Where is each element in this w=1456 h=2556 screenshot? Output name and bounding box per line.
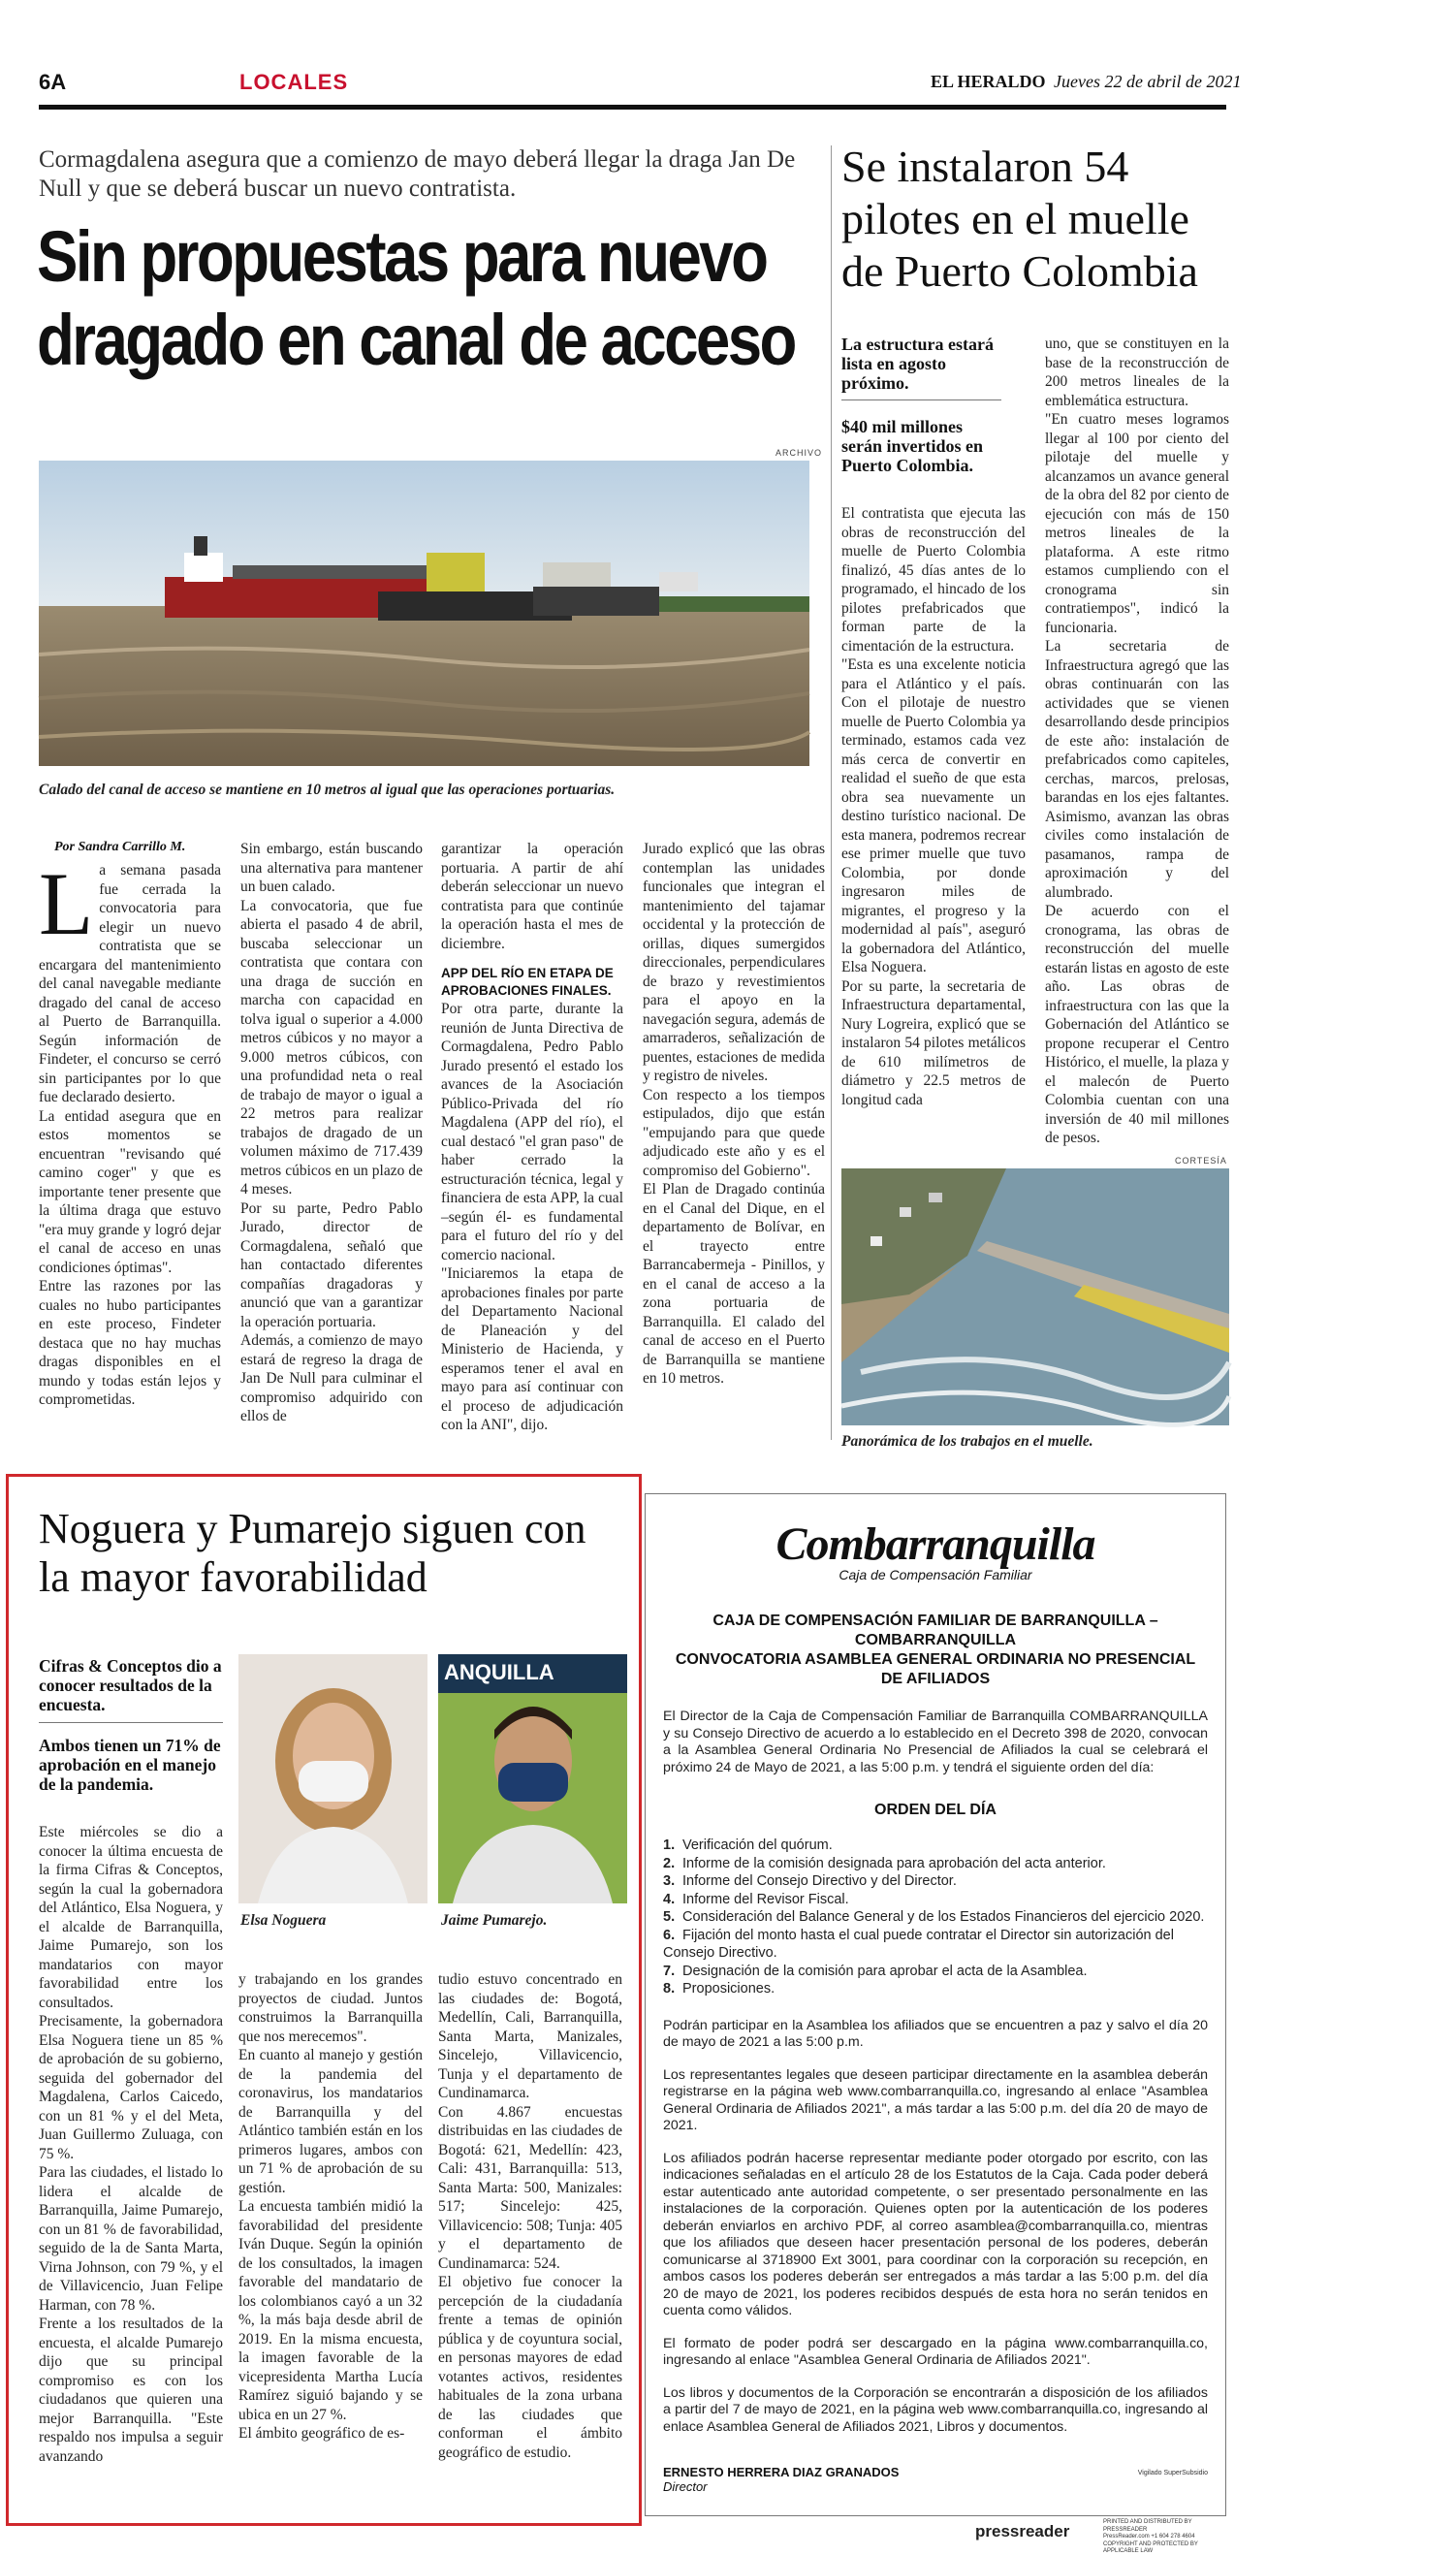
pressreader-line-2: PressReader.com +1 604 278 4604 <box>1103 2534 1195 2540</box>
combarranquilla-notice <box>645 1493 1226 2516</box>
pressreader-line-1: PRINTED AND DISTRIBUTED BY PRESSREADER <box>1103 2519 1192 2533</box>
ad-title-line-2: COMBARRANQUILLA <box>854 1632 1017 1648</box>
pier-dek-2: $40 mil millones serán invertidos en Puerto Colombia. <box>841 417 983 475</box>
ad-title <box>663 1612 1208 1689</box>
issue-date: Jueves 22 de abril de 2021 <box>1054 72 1242 91</box>
ad-paragraph-2: Los representantes legales que deseen participar directamente en la asamblea deberán registrarse en la página web www.combarranquilla.co, ingresando al enlace "Asamblea General Ordinaria de Afiliados 2021", a más tardar a las 5:00 p.m. del día 20 de mayo de 2021. <box>663 2066 1208 2133</box>
main-col-1-text: a semana pasada fue cerrada la convocatoria para elegir un nuevo contratista que se encargara del mantenimiento del canal navegable mediante dragado del canal de acceso al Puerto de Barranquilla. Según información de Findeter, el concurso se cerró sin participantes por lo que fue declarado desierto. La entidad asegura que en estos momentos se encuentran "revisando qué camino coger" y que es importante tener presente que la última draga que estuvo "era muy grande y logró dejar el canal de acceso en unas condiciones óptimas". Entre las razones por las cuales no hubo participantes en este proceso, Findeter destaca que no hay muchas dragas disponibles en el mundo y todas están lejos y comprometidas. <box>39 862 221 1408</box>
ad-agenda-title: ORDEN DEL DÍA <box>874 1802 997 1818</box>
ad-title-line-4: DE AFILIADOS <box>880 1671 991 1687</box>
ad-signer-title: Director <box>663 2479 708 2494</box>
dredge-ship-photo <box>39 461 809 766</box>
portrait-pumarejo <box>438 1654 627 1903</box>
main-col-2: Sin embargo, están buscando una alternativa para mantener un buen calado. La convocatoria, que fue abierta el pasado 4 de abril, buscaba seleccionar un contratista que contara con una draga de succión en marcha con capacidad en tolva igual o superior a 4.000 metros cúbicos y no mayor a 9.000 metros cúbicos, con una profundidad neta o real de trabajo de mayor o igual a 22 metros para realizar trabajos de dragado de un volumen máximo de 717.439 metros cúbicos en un plazo de 4 meses. Por su parte, Pedro Pablo Jurado, director de Cormagdalena, señaló que han contactado diferentes compañías dragadoras y anunció que van a garantizar la operación portuaria. Además, a comienzo de mayo estará de regreso la draga de Jan De Null para culminar el compromiso adquirido con ellos de <box>240 841 423 1424</box>
poll-dek-rule <box>39 1722 223 1723</box>
ad-supervision-mark: Vigilado SuperSubsidio <box>1137 2470 1208 2476</box>
main-subhead: APP DEL RÍO EN ETAPA DE APROBACIONES FINALES. <box>441 966 614 998</box>
ad-title-line-3: CONVOCATORIA ASAMBLEA GENERAL ORDINARIA NO PRESENCIAL <box>675 1651 1196 1668</box>
main-col-4: Jurado explicó que las obras contemplan las unidades funcionales que integran el mantenimiento del tajamar occidental y la protección de orillas, diques sumergidos direccionales, perpendiculares de brazo y revestimientos para el apoyo en la navegación segura, además de amarraderos, señalización de puentes, estaciones de medida y registro de niveles. Con respecto a los tiempos estipulados, dijo que están "empujando para que quede adjudicado este año y es el compromiso del Gobierno". El Plan de Dragado continúa en el Canal del Dique, en el departamento de Bolívar, en el trayecto entre Barrancabermeja - Pinillos, y en el canal de acceso a la zona portuaria de Barranquilla. El calado del canal de acceso en el Puerto de Barranquilla se mantiene en 10 metros. <box>643 841 825 1387</box>
ad-intro: El Director de la Caja de Compensación Familiar de Barranquilla COMBARRANQUILLA y su Consejo Directivo de acuerdo a lo establecido en el Decreto 398 de 2020, convocan a la Asamblea General Ordinaria No Presencial de Afiliados la cual se celebrará el próximo 24 de Mayo de 2021, a las 5:00 p.m. y tendrá el siguiente orden del día: <box>663 1709 1208 1775</box>
agenda-item: 5. Consideración del Balance General y de los Estados Financieros del ejercicio 2020. <box>663 1909 1205 1925</box>
pier-col-2: uno, que se constituyen en la base de la reconstrucción de 200 metros lineales de la emblemática estructura. "En cuatro meses logramos llegar al 100 por ciento del pilotaje del muelle y alcanzamos un avance general de la obra del 82 por ciento de ejecución con más de 150 metros lineales de la plataforma. A este ritmo estamos cumpliendo con el cronograma sin contratiempos", indicó la funcionaria. La secretaria de Infraestructura agregó que las obras continuarán con las actividades que se vienen desarrollando desde principios de este año: instalación de prefabricados como capiteles, cerchas, marcos, prelosas, barandas en los ejes faltantes. Asimismo, avanzan las obras civiles como instalación de pasamanos, rampa de aproximación y del alumbrado. De acuerdo con el cronograma, las obras de reconstrucción del muelle estarán listas en agosto de este año. Las obras de infraestructura con las que la Gobernación del Atlántico se propone recuperar el Centro Histórico, el muelle, la plaza y el malecón de Puerto Colombia cuentan con una inversión de 40 mil millones de pesos. <box>1045 335 1229 1146</box>
poll-col-1: Este miércoles se dio a conocer la última encuesta de la firma Cifras & Conceptos, según la cual la gobernadora del Atlántico, Elsa Noguera, y el alcalde de Barranquilla, Jaime Pumarejo, son los mandatarios con mayor favorabilidad entre los consultados. Precisamente, la gobernadora Elsa Noguera tiene un 85 % de aprobación de su gobierno, seguida del gobernador del Magdalena, Carlos Caicedo, con un 81 % y el del Meta, Juan Guillermo Zuluaga, con 75 %. Para las ciudades, el listado lo lidera el alcalde de Barranquilla, Jaime Pumarejo, con un 81 % de favorabilidad, seguido de la de Santa Marta, Virna Johnson, con 79 %, y el de Villavicencio, Juan Felipe Harman, con 78 %. Frente a los resultados de la encuesta, el alcalde Pumarejo dijo que su principal compromiso es con los ciudadanos que quieren una mejor Barranquilla. "Este respaldo nos impulsa a seguir avanzando <box>39 1824 223 2465</box>
main-col-1 <box>39 854 221 1410</box>
poll-col-2: y trabajando en los grandes proyectos de ciudad. Juntos construimos la Barranquilla que nos merecemos". En cuanto al manejo y gestión de la pandemia del coronavirus, los mandatarios de Barranquilla y del Atlántico también están en los primeros lugares, ambos con un 71 % de aprobación de su gestión. La encuesta también midió la favorabilidad del presidente Iván Duque. Según la opinión de los consultados, la imagen favorable del mandatario de los colombianos cayó a un 32 %, la más baja desde abril de 2019. En la misma encuesta, la imagen favorable de la vicepresidenta Martha Lucía Ramírez siguió bajando y se ubica en un 27 %. El ámbito geográfico de es- <box>238 1971 423 2442</box>
ad-logo: Combarranquilla <box>775 1518 1095 1570</box>
main-col-3 <box>441 840 623 1435</box>
agenda-item: 7. Designación de la comisión para aprobar el acta de la Asamblea. <box>663 1963 1088 1979</box>
main-col-3a-text: garantizar la operación portuaria. A partir de ahí deberán seleccionar un nuevo contratista para que continúe la operación hasta el mes de diciembre. <box>441 841 623 952</box>
ad-title-line-1: CAJA DE COMPENSACIÓN FAMILIAR DE BARRANQUILLA – <box>712 1613 1158 1629</box>
pressreader-line-3: COPYRIGHT AND PROTECTED BY APPLICABLE LAW <box>1103 2540 1198 2554</box>
portrait-noguera <box>238 1654 427 1903</box>
poll-dek-2: Ambos tienen un 71% de aprobación en el manejo de la pandemia. <box>39 1736 221 1794</box>
pier-headline: Se instalaron 54 pilotes en el muelle de Puerto Colombia <box>841 142 1198 296</box>
ad-signer: ERNESTO HERRERA DIAZ GRANADOS <box>663 2465 900 2479</box>
pier-aerial-photo <box>841 1168 1229 1425</box>
pressreader-footer <box>969 2519 1229 2554</box>
ad-paragraph-1: Podrán participar en la Asamblea los afiliados que se encuentren a paz y salvo el día 20 de mayo de 2021 a las 5:00 p.m. <box>663 2017 1208 2050</box>
caption-noguera: Elsa Noguera <box>240 1912 327 1929</box>
pier-photo-caption: Panorámica de los trabajos en el muelle. <box>841 1433 1093 1450</box>
ad-agenda-list <box>663 1837 1208 1998</box>
agenda-item: 2. Informe de la comisión designada para aprobación del acta anterior. <box>663 1855 1106 1871</box>
main-headline: Sin propuestas para nuevo dragado en canal de acceso <box>37 216 795 380</box>
photo-credit: ARCHIVO <box>775 448 823 458</box>
agenda-item: 3. Informe del Consejo Directivo y del Director. <box>663 1873 957 1889</box>
masthead <box>931 72 1241 92</box>
pier-col-1: El contratista que ejecuta las obras de reconstrucción del muelle de Puerto Colombia finalizó, 45 días antes de lo programado, el hincado de los pilotes prefabricados que forman parte de la cimentación de la estructura. "Esta es una excelente noticia para el Atlántico y el país. Con el pilotaje de nuestro muelle de Puerto Colombia ya terminado, estamos cada vez más cerca de convertir en realidad el sueño de que esta obra sea nuevamente un destino turístico nacional. De esta manera, podremos recrear ese primer muelle que tuvo Colombia, por donde ingresaron miles de migrantes, el progreso y la modernidad al país", aseguró la gobernadora del Atlántico, Elsa Noguera. Por su parte, la secretaria de Infraestructura departamental, Nury Logreira, explicó que se instalaron 54 pilotes metálicos de 610 milímetros de diámetro y 22.5 metros de longitud cada <box>841 505 1026 1108</box>
column-rule-vertical <box>831 145 832 1440</box>
byline: Por Sandra Carrillo M. <box>54 840 186 854</box>
main-kicker: Cormagdalena asegura que a comienzo de mayo deberá llegar la draga Jan De Null y que se deberá buscar un nuevo contratista. <box>39 146 796 202</box>
newspaper-name: EL HERALDO <box>931 72 1046 91</box>
main-photo-caption: Calado del canal de acceso se mantiene en 10 metros al igual que las operaciones portuarias. <box>39 782 616 798</box>
ship-photo-illustration <box>39 461 809 766</box>
ad-paragraph-3: Los afiliados podrán hacerse representar mediante poder otorgado por escrito, con las indicaciones señaladas en el artículo 28 de los Estatutos de la Caja. Cada poder deberá estar autenticado ante autoridad competente, o ser presentado personalmente en las instalaciones de la corporación. Quienes opten por la autenticación de los poderes deberán enviarlos en archivo PDF, al correo asamblea@combarranquilla.co, mientras que los afiliados que deseen hacer presentación personal de los poderes, deberán comunicarse al 3718900 Ext 3001, para coordinar con la corporación su recepción, en ambos casos los poderes deberán ser entregados a más tardar a las 5:00 p.m. del día 20 de mayo de 2021, los poderes recibidos después de esta hora no serán tenidos en cuenta como válidos. <box>663 2150 1208 2318</box>
pier-dek-rule <box>841 399 1001 400</box>
caption-pumarejo: Jaime Pumarejo. <box>441 1912 548 1929</box>
pressreader-notice <box>1103 2519 1229 2556</box>
pier-dek-1: La estructura estará lista en agosto próximo. <box>841 335 994 393</box>
main-col-3b-text: Por otra parte, durante la reunión de Junta Directiva de Cormagdalena, Pedro Pablo Jurado presentó el estado los avances de la Asociación Público-Privada del río Magdalena (APP del río), el cual destacó "el gran paso" de haber cerrado la estructuración técnica, legal y financiera de esta APP, la cual –según él- es fundamental para el futuro del río y del comercio nacional. "Iniciaremos la etapa de aprobaciones finales por parte del Departamento Nacional de Planeación y del Ministerio de Hacienda, y esperamos tener el aval en mayo para así continuar con el proceso de adjudicación con la ANI", dijo. <box>441 1001 623 1433</box>
photo-jaime-pumarejo <box>438 1654 627 1903</box>
photo-banner-text: ANQUILLA <box>444 1660 554 1684</box>
pier-photo-illustration <box>841 1168 1229 1425</box>
section-label: LOCALES <box>239 70 349 94</box>
poll-col-3: tudio estuvo concentrado en las ciudades de: Bogotá, Medellín, Cali, Barranquilla, Santa Marta, Manizales, Sincelejo, Villavicencio, Tunja y el departamento de Cundinamarca. Con 4.867 encuestas distribuidas en las ciudades de Bogotá: 621, Medellín: 423, Cali: 431, Barranquilla: 513, Santa Marta: 500, Manizales: 517; Sincelejo: 425, Villavicencio: 508; Tunja: 405 y el departamento de Cundinamarca: 524. El objetivo fue conocer la percepción de la ciudadanía frente a temas de opinión pública y de coyuntura social, en personas mayores de edad votantes activos, residentes habituales de la zona urbana de las ciudades que conforman el ámbito geográfico de estudio. <box>438 1971 622 2461</box>
agenda-item: 4. Informe del Revisor Fiscal. <box>663 1891 849 1907</box>
agenda-item: 8. Proposiciones. <box>663 1981 775 1997</box>
poll-dek-1: Cifras & Conceptos dio a conocer resultados de la encuesta. <box>39 1656 222 1714</box>
header-rule <box>39 105 1226 110</box>
agenda-item: 6. Fijación del monto hasta el cual puede contratar el Director sin autorización del Consejo Directivo. <box>663 1927 1174 1961</box>
page-number: 6A <box>39 70 67 94</box>
ad-paragraph-5: Los libros y documentos de la Corporación se encontrarán a disposición de los afiliados a partir del 7 de mayo de 2021, en la página web www.combarranquilla.co, ingresando al enlace Asamblea General de Afiliados 2021, Libros y documentos. <box>663 2384 1208 2435</box>
poll-headline: Noguera y Pumarejo siguen con la mayor favorabilidad <box>39 1505 586 1601</box>
ad-logo-subtitle: Caja de Compensación Familiar <box>839 1567 1032 1582</box>
photo-elsa-noguera <box>238 1654 427 1903</box>
drop-cap: L <box>39 854 94 953</box>
ad-paragraph-4: El formato de poder podrá ser descargado en la página www.combarranquilla.co, ingresando al enlace "Asamblea General Ordinaria de Afiliados 2021". <box>663 2335 1208 2368</box>
agenda-item: 1. Verificación del quórum. <box>663 1837 833 1853</box>
pier-photo-credit: CORTESÍA <box>1175 1156 1227 1166</box>
pressreader-logo: pressreader <box>975 2522 1070 2540</box>
